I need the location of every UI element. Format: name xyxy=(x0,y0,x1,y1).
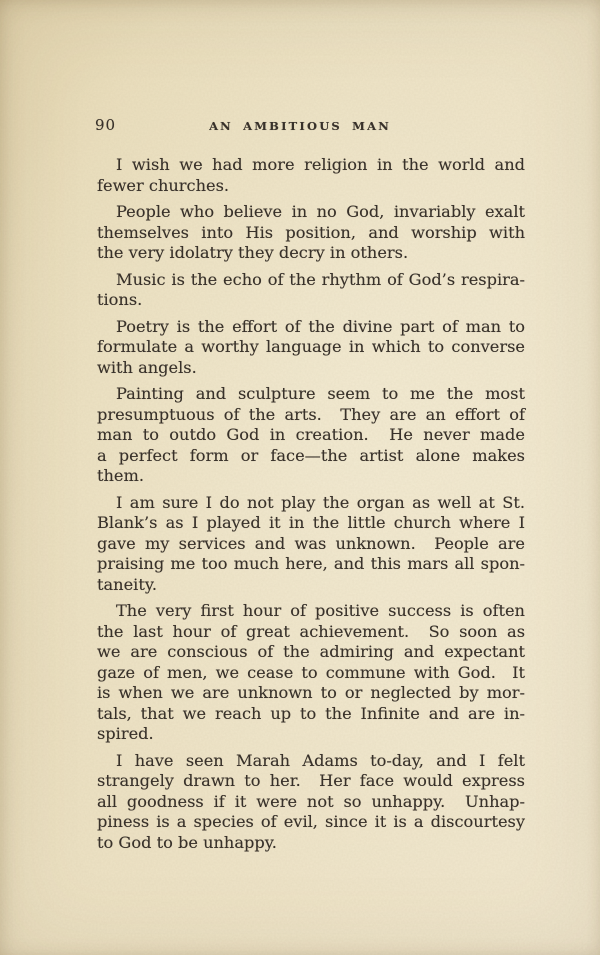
text-line: praising me too much here, and this mars all spon- xyxy=(97,554,525,573)
paragraph xyxy=(97,601,525,745)
text-line: formulate a worthy language in which to converse xyxy=(97,337,525,356)
text-line: Blank’s as I played it in the little church where I xyxy=(97,513,525,532)
page-body-text xyxy=(97,155,525,853)
page-number: 90 xyxy=(95,116,117,134)
text-line: to God to be unhappy. xyxy=(97,832,277,852)
text-line: I have seen Marah Adams to-day, and I felt xyxy=(116,750,525,770)
paragraph xyxy=(97,202,525,264)
text-line: The very first hour of positive success is often xyxy=(116,601,525,620)
running-title: AN AMBITIOUS MAN xyxy=(209,119,391,133)
text-line: strangely drawn to her. Her face would express xyxy=(97,771,525,790)
paragraph xyxy=(97,751,525,854)
text-line: them. xyxy=(97,466,145,485)
text-line: taneity. xyxy=(97,574,157,594)
text-line: tals, that we reach up to the Infinite and are in- xyxy=(97,703,525,723)
text-line: man to outdo God in creation. He never made xyxy=(97,425,525,444)
text-line: the very idolatry they decry in others. xyxy=(97,243,409,262)
text-line: I wish we had more religion in the world and xyxy=(116,155,525,174)
text-line: piness is a species of evil, since it is a discourtesy xyxy=(97,812,525,831)
text-line: all goodness if it were not so unhappy. Unhap- xyxy=(97,791,525,811)
text-line: a perfect form or face—the artist alone makes xyxy=(97,445,525,465)
text-line: tions. xyxy=(97,290,143,309)
text-line: spired. xyxy=(97,724,154,743)
text-line: we are conscious of the admiring and expectant xyxy=(97,642,525,661)
text-line: is when we are unknown to or neglected by mor- xyxy=(97,683,525,702)
text-line: presumptuous of the arts. They are an effort of xyxy=(97,404,525,424)
paragraph xyxy=(97,317,525,379)
text-line: Poetry is the effort of the divine part of man to xyxy=(116,316,525,336)
paragraph xyxy=(97,493,525,596)
text-line: the last hour of great achievement. So soon as xyxy=(97,621,525,641)
paragraph xyxy=(97,155,525,196)
text-line: Painting and sculpture seem to me the most xyxy=(116,384,525,403)
paragraph xyxy=(97,384,525,487)
text-line: Music is the echo of the rhythm of God’s respira- xyxy=(116,269,525,289)
text-line: themselves into His position, and worship with xyxy=(97,222,525,242)
text-line: gave my services and was unknown. People are xyxy=(97,533,525,553)
text-line: fewer churches. xyxy=(97,175,230,195)
text-line: I am sure I do not play the organ as well at St. xyxy=(116,492,525,512)
text-line: People who believe in no God, invariably exalt xyxy=(116,202,525,221)
text-line: gaze of men, we cease to commune with God. It xyxy=(97,662,525,682)
text-line: with angels. xyxy=(97,357,197,377)
paragraph xyxy=(97,270,525,311)
